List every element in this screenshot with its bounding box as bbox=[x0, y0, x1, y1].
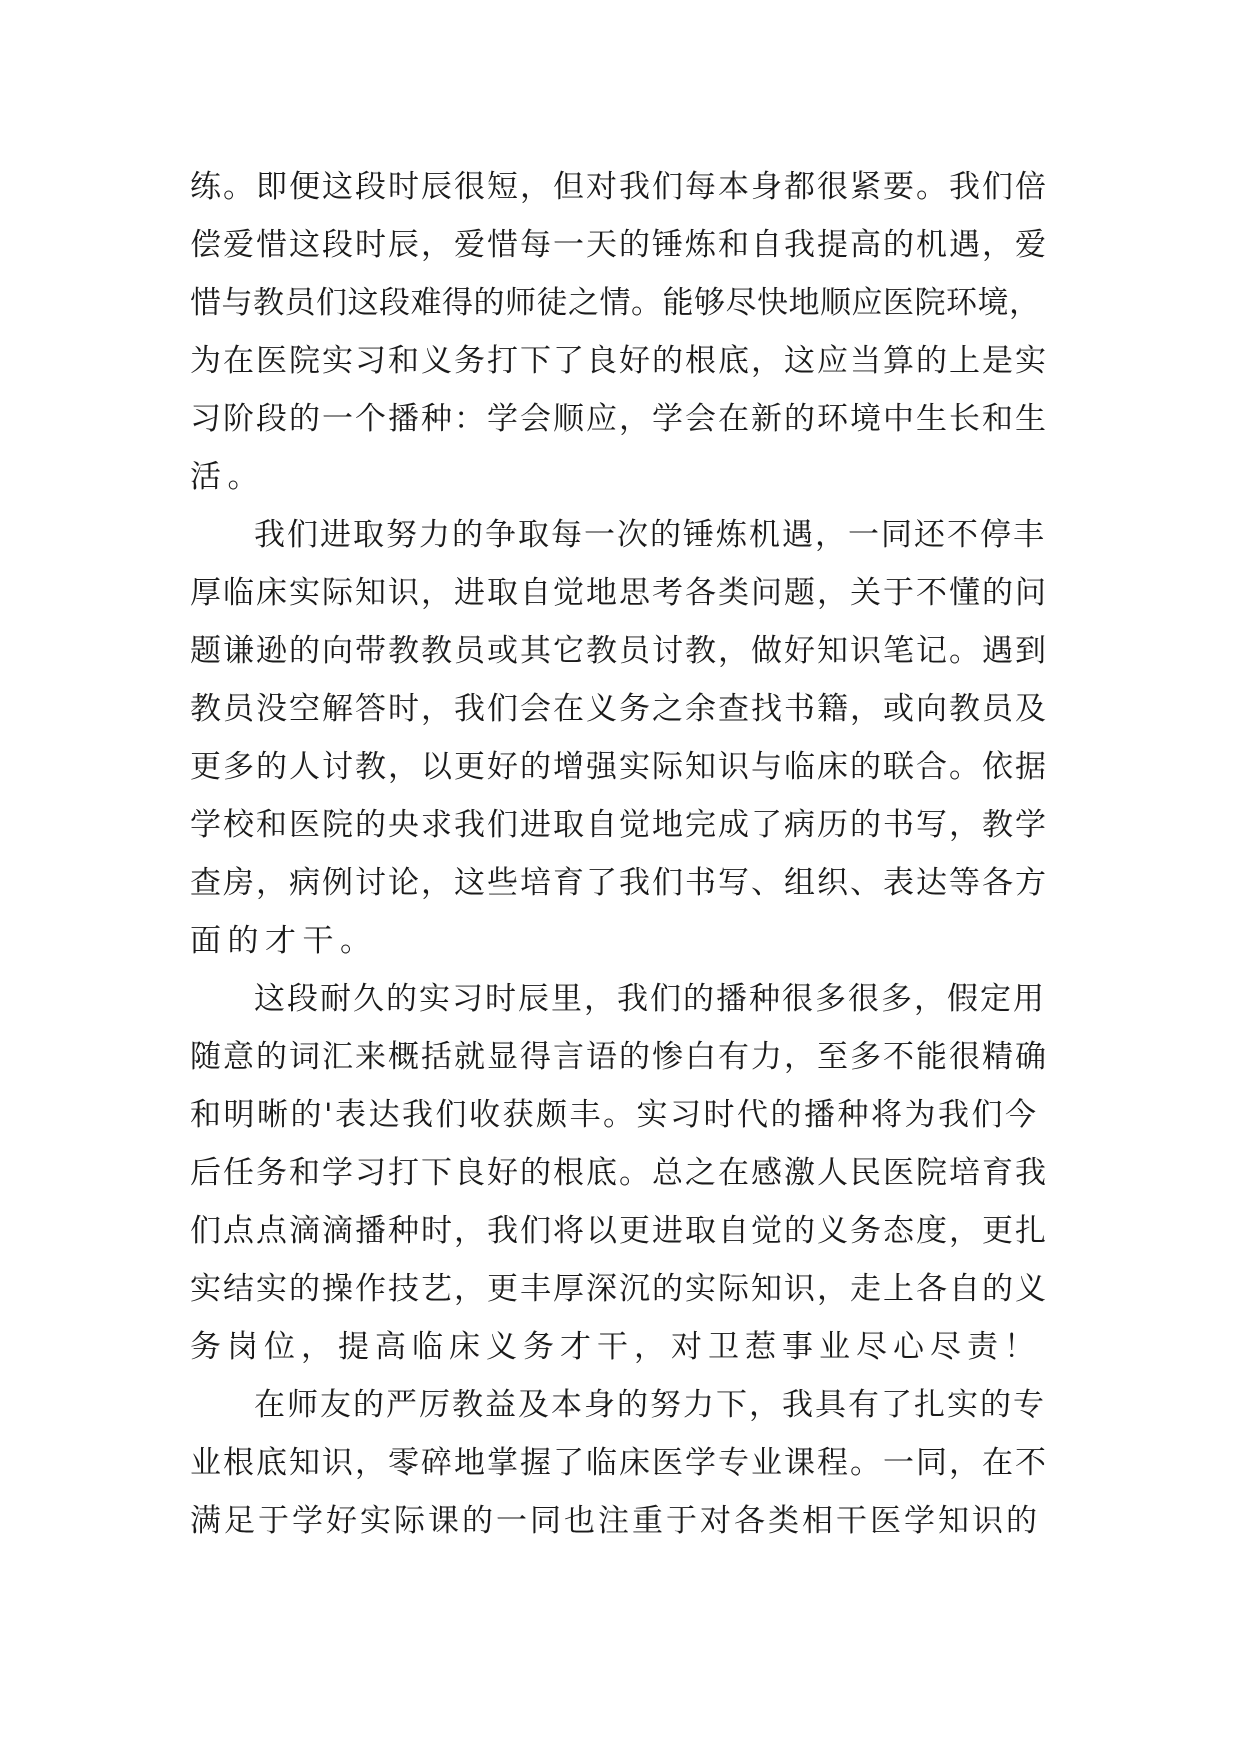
paragraph-first-line: 在师友的严厉教益及本身的努力下，我具有了扎实的专 bbox=[254, 1387, 1046, 1423]
text-line: 满足于学好实际课的一同也注重于对各类相干医学知识的 bbox=[190, 1503, 1040, 1539]
text-line: 教员没空解答时，我们会在义务之余查找书籍，或向教员及 bbox=[190, 691, 1048, 727]
text-line: 更多的人讨教，以更好的增强实际知识与临床的联合。依据 bbox=[190, 749, 1048, 785]
paragraph-first-line: 我们进取努力的争取每一次的锤炼机遇，一同还不停丰 bbox=[254, 517, 1046, 553]
document-body bbox=[190, 158, 1050, 1550]
text-line: 业根底知识，零碎地掌握了临床医学专业课程。一同，在不 bbox=[190, 1445, 1048, 1481]
text-line: 惜与教员们这段难得的师徒之情。能够尽快地顺应医院环境， bbox=[190, 285, 1041, 321]
text-line: 为在医院实习和义务打下了良好的根底，这应当算的上是实 bbox=[190, 343, 1048, 379]
text-line: 练。即便这段时辰很短，但对我们每本身都很紧要。我们倍 bbox=[190, 169, 1048, 205]
text-line: 厚临床实际知识，进取自觉地思考各类问题，关于不懂的问 bbox=[190, 575, 1048, 611]
text-line: 活。 bbox=[190, 459, 265, 495]
text-line: 习阶段的一个播种：学会顺应，学会在新的环境中生长和生 bbox=[190, 401, 1048, 437]
text-line: 随意的词汇来概括就显得言语的惨白有力，至多不能很精确 bbox=[190, 1039, 1048, 1075]
text-line: 实结实的操作技艺，更丰厚深沉的实际知识，走上各自的义 bbox=[190, 1271, 1048, 1307]
text-line: 学校和医院的央求我们进取自觉地完成了病历的书写，教学 bbox=[190, 807, 1048, 843]
text-line: 题谦逊的向带教教员或其它教员讨教，做好知识笔记。遇到 bbox=[190, 633, 1048, 669]
text-line: 查房，病例讨论，这些培育了我们书写、组织、表达等各方 bbox=[190, 865, 1048, 901]
text-line: 务岗位，提高临床义务才干，对卫惹事业尽心尽责！ bbox=[190, 1329, 1041, 1365]
text-line: 后任务和学习打下良好的根底。总之在感激人民医院培育我 bbox=[190, 1155, 1048, 1191]
text-line: 们点点滴滴播种时，我们将以更进取自觉的义务态度，更扎 bbox=[190, 1213, 1048, 1249]
text-line: 和明晰的'表达我们收获颇丰。实习时代的播种将为我们今 bbox=[190, 1097, 1039, 1133]
text-line: 面的才干。 bbox=[190, 923, 378, 959]
paragraph-first-line: 这段耐久的实习时辰里，我们的播种很多很多，假定用 bbox=[254, 981, 1046, 1017]
text-line: 偿爱惜这段时辰，爱惜每一天的锤炼和自我提高的机遇，爱 bbox=[190, 227, 1048, 263]
